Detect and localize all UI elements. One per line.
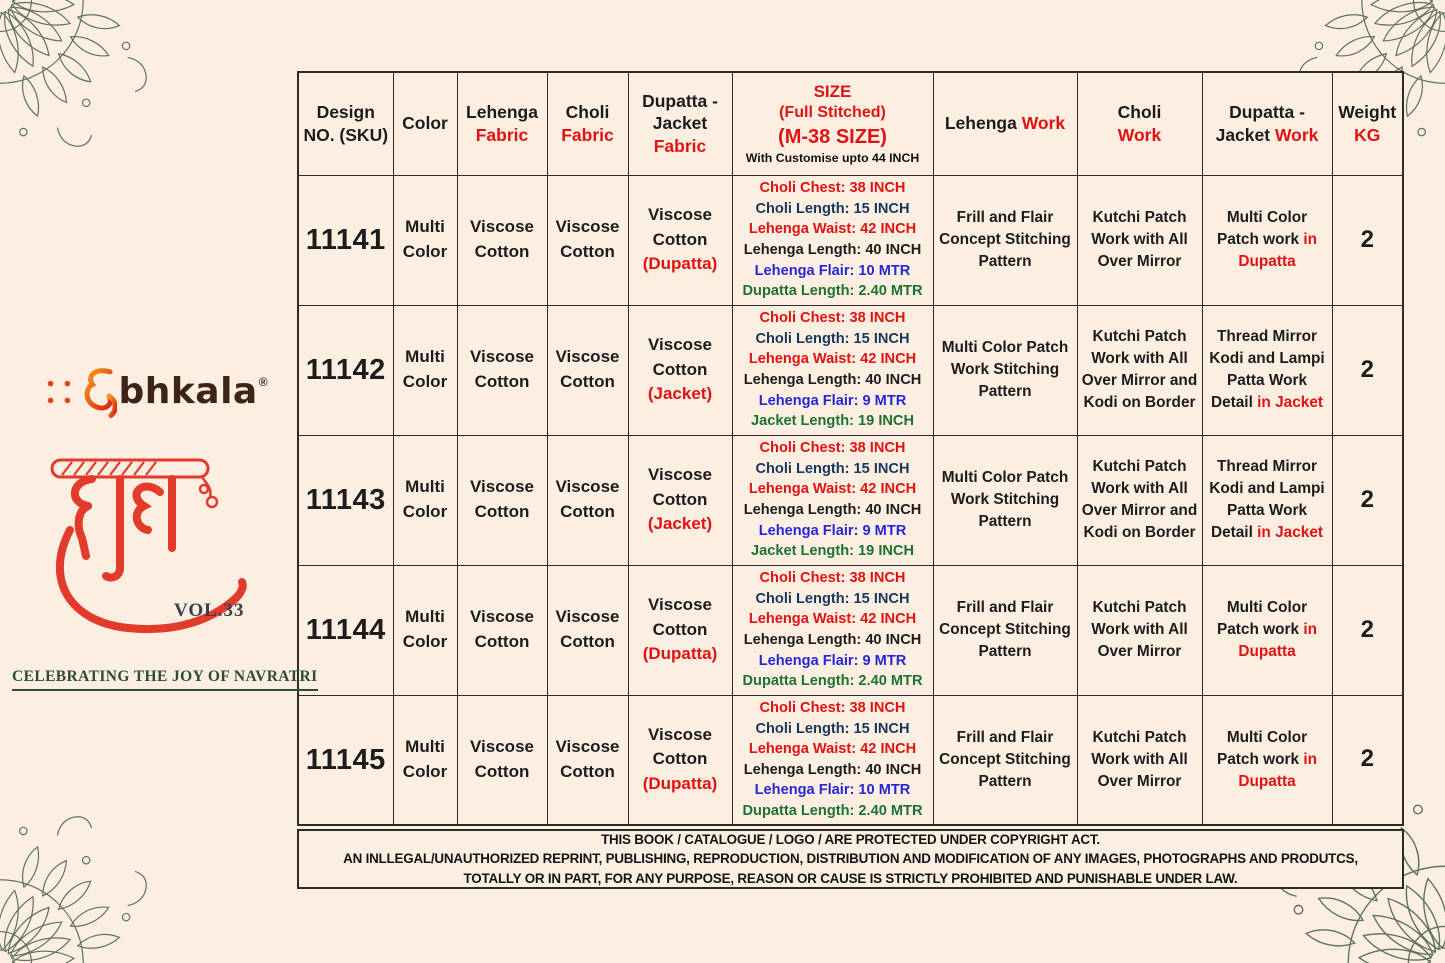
fabric-type: (Jacket) xyxy=(647,514,713,534)
header-text: Dupatta - Jacket xyxy=(1215,102,1305,145)
cell-weight: 2 xyxy=(1332,435,1403,565)
cell-sku: 11142 xyxy=(298,305,393,435)
brand-wordmark: bhkala xyxy=(118,371,258,412)
size-line: Lehenga Length: 40 INCH xyxy=(743,242,922,258)
header-text: Lehenga xyxy=(466,102,538,122)
volume-label: VOL.33 xyxy=(174,600,245,621)
work-text-red: in Dupatta xyxy=(1238,621,1318,660)
cell-size xyxy=(732,305,933,435)
size-line: Choli Chest: 38 INCH xyxy=(759,440,906,457)
header-design-sku: Design NO. (SKU) xyxy=(298,72,393,175)
cell-choli-work: Kutchi Patch Work with All Over Mirror xyxy=(1077,695,1202,825)
cell-color: Multi Color xyxy=(393,565,457,695)
work-text-red: in Dupatta xyxy=(1238,750,1318,790)
work-text: Multi Color Patch work xyxy=(1216,728,1308,768)
header-text-red: Fabric xyxy=(475,124,529,145)
size-line: Lehenga Waist: 42 INCH xyxy=(748,221,917,238)
header-dupatta-jacket-fabric xyxy=(628,72,732,175)
brand-tagline: CELEBRATING THE JOY OF NAVRATRI xyxy=(12,668,318,691)
copyright-line: THIS BOOK / CATALOGUE / LOGO / ARE PROTECTED UNDER COPYRIGHT ACT. xyxy=(601,831,1100,847)
cell-lehenga-fabric: Viscose Cotton xyxy=(457,565,547,695)
header-text-red: Fabric xyxy=(561,124,614,145)
size-line: Lehenga Flair: 9 MTR xyxy=(758,392,907,409)
cell-choli-fabric: Viscose Cotton xyxy=(547,695,628,825)
shu-devanagari-glyph-icon xyxy=(83,366,117,418)
header-choli-work xyxy=(1077,72,1202,175)
size-line: Lehenga Length: 40 INCH xyxy=(743,632,922,648)
size-line: Lehenga Length: 40 INCH xyxy=(743,761,922,778)
size-line: Choli Length: 15 INCH xyxy=(755,460,910,477)
fabric-name: Viscose Cotton xyxy=(648,595,712,639)
cell-dupatta-fabric xyxy=(628,695,732,825)
size-line: Choli Chest: 38 INCH xyxy=(759,180,906,197)
header-text-red: Fabric xyxy=(653,136,707,157)
table-row xyxy=(298,175,1403,305)
header-size xyxy=(732,72,933,175)
fabric-name: Viscose Cotton xyxy=(648,465,712,509)
cell-sku: 11141 xyxy=(298,175,393,305)
header-dupatta-jacket-work xyxy=(1202,72,1332,175)
header-text: Choli xyxy=(1117,102,1162,122)
cell-lehenga-work: Frill and Flair Concept Stitching Pattern xyxy=(933,175,1077,305)
fabric-type: (Jacket) xyxy=(647,384,713,404)
cell-dupatta-work xyxy=(1202,305,1332,435)
size-line: Choli Chest: 38 INCH xyxy=(759,570,906,587)
cell-sku: 11145 xyxy=(298,695,393,825)
header-text-red: KG xyxy=(1354,124,1381,145)
corner-ornament-icon xyxy=(0,778,185,963)
table-row xyxy=(298,565,1403,695)
size-line: Lehenga Flair: 10 MTR xyxy=(754,262,911,279)
cell-choli-fabric: Viscose Cotton xyxy=(547,435,628,565)
size-line: Jacket Length: 19 INCH xyxy=(750,413,914,430)
cell-choli-work: Kutchi Patch Work with All Over Mirror and Kodi on Border xyxy=(1077,435,1202,565)
cell-choli-fabric: Viscose Cotton xyxy=(547,305,628,435)
cell-dupatta-fabric xyxy=(628,565,732,695)
size-line: Lehenga Waist: 42 INCH xyxy=(748,611,917,628)
work-text: Multi Color Patch work xyxy=(1216,599,1308,638)
size-line: Lehenga Flair: 9 MTR xyxy=(758,652,907,669)
cell-lehenga-fabric: Viscose Cotton xyxy=(457,305,547,435)
header-choli-fabric xyxy=(547,72,628,175)
cell-choli-work: Kutchi Patch Work with All Over Mirror xyxy=(1077,565,1202,695)
cell-lehenga-work: Multi Color Patch Work Stitching Pattern xyxy=(933,435,1077,565)
cell-choli-work: Kutchi Patch Work with All Over Mirror and Kodi on Border xyxy=(1077,305,1202,435)
fabric-type: (Dupatta) xyxy=(642,254,718,274)
header-text-red: Work xyxy=(1117,124,1162,145)
cell-size xyxy=(732,435,933,565)
work-text-red: in Dupatta xyxy=(1238,231,1318,270)
size-line: Lehenga Length: 40 INCH xyxy=(743,372,922,388)
corner-ornament-icon xyxy=(0,0,185,185)
cell-choli-work: Kutchi Patch Work with All Over Mirror xyxy=(1077,175,1202,305)
header-text: Weight xyxy=(1338,102,1397,122)
fabric-name: Viscose Cotton xyxy=(648,205,712,249)
cell-dupatta-fabric xyxy=(628,435,732,565)
cell-sku: 11143 xyxy=(298,435,393,565)
size-line: Dupatta Length: 2.40 MTR xyxy=(742,673,923,690)
cell-color: Multi Color xyxy=(393,305,457,435)
fabric-type: (Dupatta) xyxy=(642,644,718,664)
raas-devanagari-logo-icon xyxy=(36,452,268,660)
cell-dupatta-work xyxy=(1202,435,1332,565)
cell-weight: 2 xyxy=(1332,305,1403,435)
size-line: Choli Length: 15 INCH xyxy=(755,200,910,217)
size-line: Lehenga Waist: 42 INCH xyxy=(748,351,917,368)
work-text: Multi Color Patch work xyxy=(1216,209,1308,248)
table-row xyxy=(298,435,1403,565)
size-line: Choli Chest: 38 INCH xyxy=(759,310,906,327)
catalogue-table xyxy=(297,71,1404,826)
copyright-line: TOTALLY OR IN PART, FOR ANY PURPOSE, REASON OR CAUSE IS STRICTLY PROHIBITED AND PUNISHABLE UNDER LAW. xyxy=(463,870,1238,886)
cell-lehenga-fabric: Viscose Cotton xyxy=(457,695,547,825)
cell-color: Multi Color xyxy=(393,435,457,565)
cell-dupatta-work xyxy=(1202,565,1332,695)
size-line: Lehenga Length: 40 INCH xyxy=(743,502,922,518)
cell-choli-fabric: Viscose Cotton xyxy=(547,565,628,695)
fabric-name: Viscose Cotton xyxy=(648,335,712,379)
header-text-red: Work xyxy=(1274,124,1319,145)
cell-lehenga-work: Frill and Flair Concept Stitching Pattern xyxy=(933,695,1077,825)
cell-size xyxy=(732,695,933,825)
brand-panel xyxy=(12,366,318,691)
header-lehenga-fabric xyxy=(457,72,547,175)
size-line: Choli Length: 15 INCH xyxy=(755,330,910,347)
size-line: Choli Chest: 38 INCH xyxy=(759,699,906,716)
raas-collection-logo xyxy=(36,452,268,660)
header-text-red: Work xyxy=(1021,113,1066,134)
size-line: Lehenga Waist: 42 INCH xyxy=(748,741,917,758)
size-line: Dupatta Length: 2.40 MTR xyxy=(742,283,923,300)
swastika-icon xyxy=(36,368,82,416)
size-line: Choli Length: 15 INCH xyxy=(755,590,910,607)
header-text: Dupatta - Jacket xyxy=(642,90,718,134)
cell-sku: 11144 xyxy=(298,565,393,695)
cell-dupatta-fabric xyxy=(628,175,732,305)
header-weight xyxy=(1332,72,1403,175)
size-line: Dupatta Length: 2.40 MTR xyxy=(742,802,923,819)
table-row xyxy=(298,305,1403,435)
size-line: Lehenga Flair: 9 MTR xyxy=(758,522,907,539)
fabric-name: Viscose Cotton xyxy=(648,724,712,769)
size-m38: (M-38 SIZE) xyxy=(778,125,887,148)
cell-weight: 2 xyxy=(1332,175,1403,305)
shubhkala-logo xyxy=(12,366,292,418)
cell-choli-fabric: Viscose Cotton xyxy=(547,175,628,305)
work-text-red: in Jacket xyxy=(1257,394,1324,411)
cell-dupatta-work xyxy=(1202,695,1332,825)
table-row xyxy=(298,695,1403,825)
cell-color: Multi Color xyxy=(393,175,457,305)
size-subtitle: (Full Stitched) xyxy=(779,103,886,121)
copyright-line: AN INLLEGAL/UNAUTHORIZED REPRINT, PUBLISHING, REPRODUCTION, DISTRIBUTION AND MODIFICATION OF ANY IMAGES, PHOTOGRAPHS AND PRODUTCS, xyxy=(343,851,1358,867)
cell-lehenga-fabric: Viscose Cotton xyxy=(457,435,547,565)
size-line: Lehenga Waist: 42 INCH xyxy=(748,481,917,498)
work-text: Thread Mirror Kodi and Lampi Patta Work Detail xyxy=(1209,328,1325,411)
header-row xyxy=(298,72,1403,175)
fabric-type: (Dupatta) xyxy=(642,774,718,794)
cell-weight: 2 xyxy=(1332,565,1403,695)
registered-mark: ® xyxy=(258,375,268,389)
size-note: With Customise upto 44 INCH xyxy=(745,150,920,165)
cell-size xyxy=(732,175,933,305)
size-line: Jacket Length: 19 INCH xyxy=(750,543,914,560)
cell-lehenga-work: Multi Color Patch Work Stitching Pattern xyxy=(933,305,1077,435)
work-text: Thread Mirror Kodi and Lampi Patta Work Detail xyxy=(1209,458,1325,541)
header-lehenga-work xyxy=(933,72,1077,175)
work-text-red: in Jacket xyxy=(1257,524,1324,541)
cell-weight: 2 xyxy=(1332,695,1403,825)
cell-lehenga-work: Frill and Flair Concept Stitching Pattern xyxy=(933,565,1077,695)
cell-dupatta-fabric xyxy=(628,305,732,435)
copyright-notice xyxy=(297,829,1404,889)
size-line: Lehenga Flair: 10 MTR xyxy=(754,782,911,799)
size-line: Choli Length: 15 INCH xyxy=(755,720,910,737)
cell-dupatta-work xyxy=(1202,175,1332,305)
header-text: Lehenga xyxy=(944,113,1017,134)
cell-lehenga-fabric: Viscose Cotton xyxy=(457,175,547,305)
size-title: SIZE xyxy=(813,81,852,101)
cell-size xyxy=(732,565,933,695)
cell-color: Multi Color xyxy=(393,695,457,825)
header-text: Choli xyxy=(565,102,610,122)
header-color: Color xyxy=(393,72,457,175)
